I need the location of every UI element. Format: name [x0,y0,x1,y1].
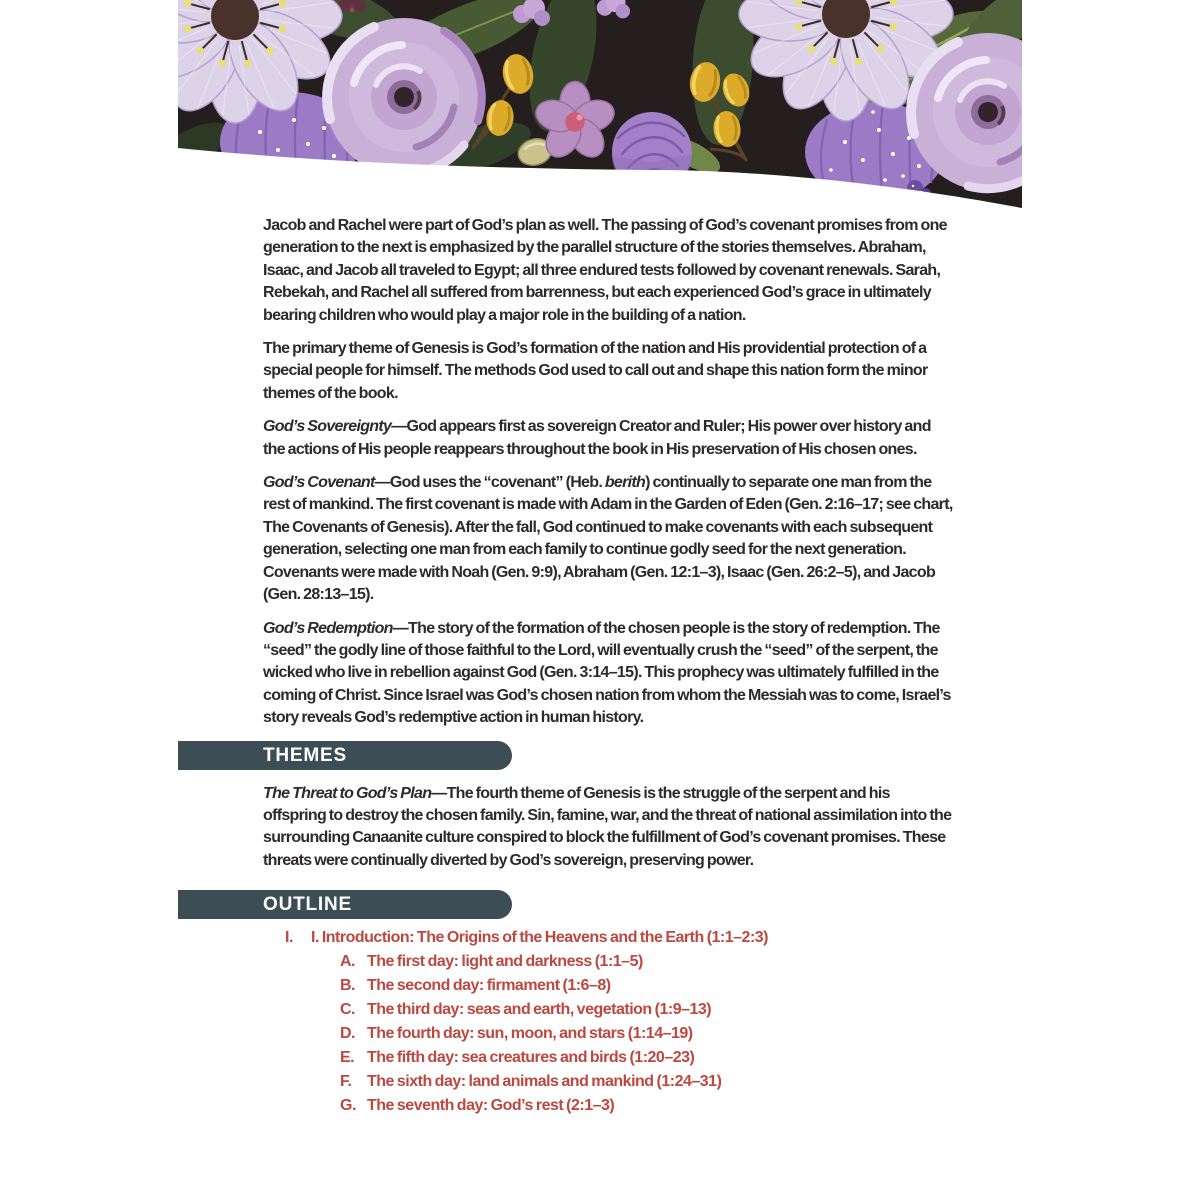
outline-letter: F. [340,1073,352,1091]
paragraph-text: —God uses the “covenant” (Heb. [374,474,605,492]
body-text-column [178,215,953,730]
outline-letter: D. [340,1025,355,1043]
outline-sub-label: The fifth day: sea creatures and birds (1:20–23) [367,1049,695,1067]
paragraph-text: The primary theme of Genesis is God’s formation of the nation and His providential protection of a special people for himself. The methods God used to call out and shape this nation form the minor themes of the book. [263,340,928,402]
intro-paragraph-2 [263,338,953,405]
floral-header-illustration [178,0,1022,215]
outline-sub-item [340,1094,1022,1118]
themes-heading: THEMES [263,744,347,766]
outline-banner [178,890,512,919]
themes-banner [178,741,512,770]
redemption-paragraph [263,618,953,730]
page-content [178,0,1022,1118]
paragraph-lead-italic: The Threat to God’s Plan [263,784,432,802]
outline-main-item [285,926,1022,950]
outline-sub-item [340,974,1022,998]
outline-sub-item [340,998,1022,1022]
sovereignty-paragraph [263,416,953,461]
outline-letter: G. [340,1097,356,1115]
outline-sub-label: The seventh day: God’s rest (2:1–3) [367,1097,615,1115]
outline-list [178,926,1022,1118]
outline-sub-label: The sixth day: land animals and mankind (1:24–31) [367,1073,722,1091]
intro-paragraph-1 [263,215,953,327]
outline-sub-label: The second day: firmament (1:6–8) [367,977,611,995]
outline-main-label: I. Introduction: The Origins of the Heavens and the Earth (1:1–2:3) [311,929,769,947]
outline-sub-label: The first day: light and darkness (1:1–5) [367,953,643,971]
paragraph-text: Jacob and Rachel were part of God’s plan as well. The passing of God’s covenant promises from one generation to the next is emphasized by the parallel structure of the stories themselves. Abraham, Isaac, and Jacob all traveled to Egypt; all three endured tests followed by covenant renewals. Sarah, Rebekah, and Rachel all suffered from barrenness, but each experienced God’s grace in ultimately bearing children who would play a major role in the building of a nation. [263,217,947,324]
outline-sub-item [340,1022,1022,1046]
outline-sub-label: The third day: seas and earth, vegetation (1:9–13) [367,1001,712,1019]
outline-heading: OUTLINE [263,894,352,916]
outline-sub-item [340,1070,1022,1094]
paragraph-lead-italic: God’s Covenant [263,474,375,492]
outline-letter: A. [340,953,355,971]
threat-paragraph [263,783,953,873]
paragraph-lead-italic: God’s Sovereignty [263,418,392,436]
outline-sub-item [340,950,1022,974]
outline-numeral: I. [285,929,293,947]
paragraph-lead-italic: God’s Redemption [263,619,393,637]
themes-text-column [178,783,953,873]
paragraph-text: —The story of the formation of the chosen people is the story of redemption. The “seed” the godly line of those faithful to the Lord, will eventually crush the “seed” of the serpent, the wicked who live in rebellion against God (Gen. 3:14–15). This prophecy was ultimately fulfilled in the coming of Christ. Since Israel was God’s chosen nation from whom the Messiah was to come, Israel’s story reveals God’s redemptive action in human history. [263,619,951,727]
paragraph-text: ) continually to separate one man from the rest of mankind. The first covenant is made with Adam in the Garden of Eden (Gen. 2:16–17; see chart, The Covenants of Genesis). After the fall, God continued to make covenants with each subsequent generation, selecting one man from each family to continue godly seed for the next generation. Covenants were made with Noah (Gen. 9:9), Abraham (Gen. 12:1–3), Isaac (Gen. 26:2–5), and Jacob (Gen. 28:13–15). [263,474,953,604]
paragraph-text: —God appears first as sovereign Creator and Ruler; His power over history and the actions of His people reappears throughout the book in His preservation of His chosen ones. [263,418,931,458]
outline-letter: E. [340,1049,355,1067]
covenant-paragraph [263,472,953,606]
inline-italic: berith [604,474,646,492]
paragraph-text: —The fourth theme of Genesis is the struggle of the serpent and his offspring to destroy the chosen family. Sin, famine, war, and the threat of national assimilation into the surrounding Canaanite culture conspired to block the fulfillment of God’s covenant promises. These threats were continually diverted by God’s sovereign, preserving power. [263,784,952,869]
outline-letter: B. [340,977,355,995]
outline-sub-item [340,1046,1022,1070]
outline-letter: C. [340,1001,355,1019]
outline-sub-label: The fourth day: sun, moon, and stars (1:14–19) [367,1025,693,1043]
